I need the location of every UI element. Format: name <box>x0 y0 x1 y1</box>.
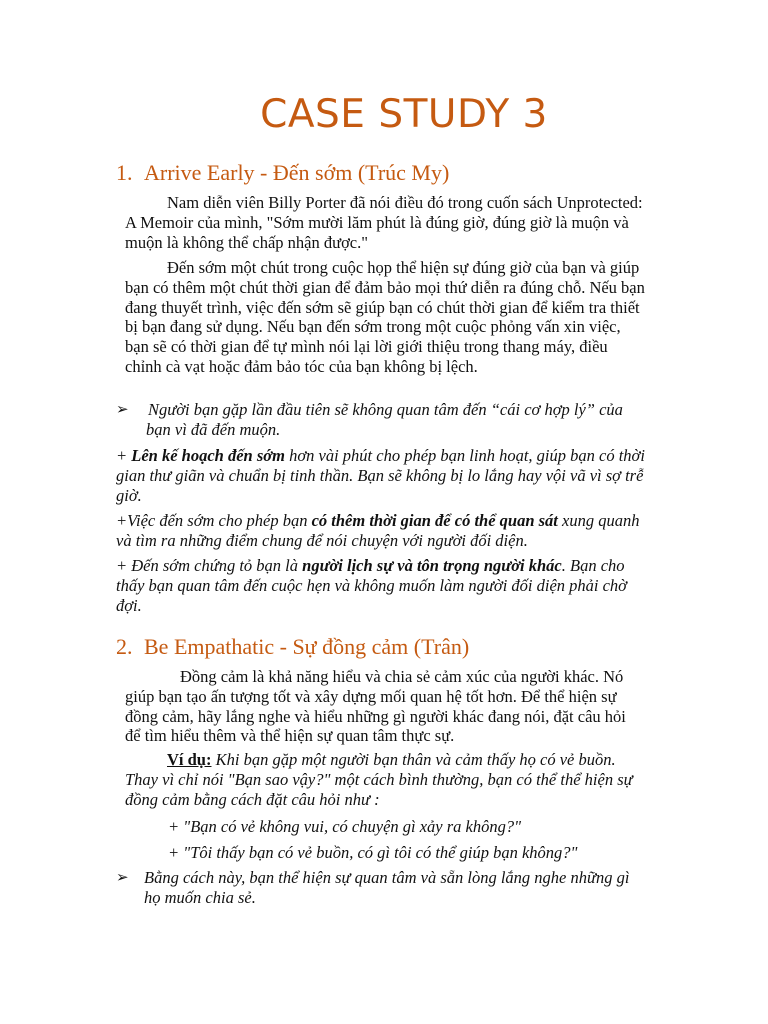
arrow-bullet-icon: ➢ <box>116 400 129 418</box>
arrow-bullet-icon: ➢ <box>116 868 129 886</box>
section2-heading <box>116 634 469 660</box>
page-title: CASE STUDY 3 <box>260 92 548 137</box>
section1-para1: Nam diễn viên Billy Porter đã nói điều đó trong cuốn sách Unprotected: A Memoir của mình, "Sớm mười lăm phút là đúng giờ, đúng giờ là muộn và muộn là không thể chấp nhận được." <box>125 193 643 252</box>
plus3-bold: người lịch sự và tôn trọng người khác <box>302 556 562 575</box>
section1-heading <box>116 160 449 186</box>
section1-bullet-text: Người bạn gặp lần đầu tiên sẽ không quan tâm đến “cái cơ hợp lý” của bạn vì đã đến muộn. <box>146 400 623 439</box>
section2-number: 2. <box>116 634 133 659</box>
section1-heading-text: Arrive Early - Đến sớm (Trúc My) <box>144 160 450 185</box>
section1-plus2: +Việc đến sớm cho phép bạn có thêm thời gian để có thể quan sát xung quanh và tìm ra những điểm chung để nói chuyện với người đối diện. <box>116 511 640 550</box>
section2-question1: + "Bạn có vẻ không vui, có chuyện gì xảy ra không?" <box>168 817 522 836</box>
section2-bullet <box>116 868 646 908</box>
plus1-bold: Lên kế hoạch đến sớm <box>131 446 285 465</box>
section2-example: Ví dụ: Khi bạn gặp một người bạn thân và cảm thấy họ có vẻ buồn. Thay vì chỉ nói "Bạn sao vậy?" một cách bình thường, bạn có thể thể hiện sự đồng cảm bằng cách đặt câu hỏi như : <box>125 750 633 809</box>
example-label: Ví dụ: <box>167 750 212 769</box>
section2-bullet-text: Bằng cách này, bạn thể hiện sự quan tâm và sẵn lòng lắng nghe những gì họ muốn chia sẻ. <box>144 868 630 907</box>
section1-plus3: + Đến sớm chứng tỏ bạn là người lịch sự và tôn trọng người khác. Bạn cho thấy bạn quan tâm đến cuộc hẹn và không muốn làm người đối diện phải chờ đợi. <box>116 556 627 615</box>
section1-para2: Đến sớm một chút trong cuộc họp thể hiện sự đúng giờ của bạn và giúp bạn có thêm một chút thời gian để đảm bảo mọi thứ diễn ra đúng chỗ. Nếu bạn đang thuyết trình, việc đến sớm sẽ giúp bạn có chút thời gian để kiểm tra thiết bị bạn đang sử dụng. Nếu bạn đến sớm trong một cuộc phỏng vấn xin việc, bạn sẽ có thời gian để tự mình nói lại lời giới thiệu trong thang máy, điều chỉnh cà vạt hoặc đảm bảo tóc của bạn không bị lệch. <box>125 258 645 376</box>
section2-para1: Đồng cảm là khả năng hiểu và chia sẻ cảm xúc của người khác. Nó giúp bạn tạo ấn tượng tốt và xây dựng mối quan hệ tốt hơn. Để thể hiện sự đồng cảm, hãy lắng nghe và hiểu những gì người khác đang nói, đặt câu hỏi để tìm hiểu thêm và thể hiện sự quan tâm thực sự. <box>125 667 626 746</box>
section1-number: 1. <box>116 160 133 185</box>
plus2-bold: có thêm thời gian để có thể quan sát <box>311 511 558 530</box>
section1-bullet <box>116 400 646 440</box>
section2-heading-text: Be Empathatic - Sự đồng cảm (Trân) <box>144 634 470 659</box>
section1-plus1: + Lên kế hoạch đến sớm hơn vài phút cho phép bạn linh hoạt, giúp bạn có thời gian thư giãn và chuẩn bị tinh thần. Bạn sẽ không bị lo lắng hay vội vã vì sợ trễ giờ. <box>116 446 645 505</box>
section2-question2: + "Tôi thấy bạn có vẻ buồn, có gì tôi có thể giúp bạn không?" <box>168 843 578 862</box>
